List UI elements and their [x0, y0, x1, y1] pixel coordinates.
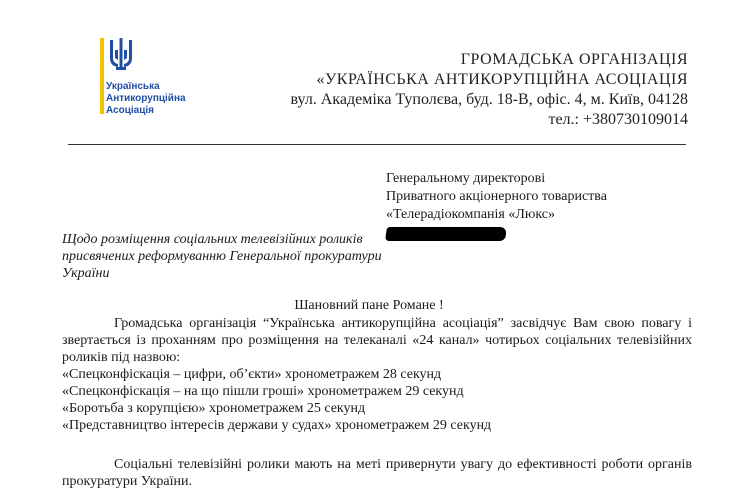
logo-yellow-bar	[100, 38, 104, 114]
body-paragraph-1: Громадська організація “Українська антикорупційна асоціація” засвідчує Вам свою повагу і звертається із проханням про розміщення на телеканалі «24 канал» чотирьох соціальних телевізійних роликів під назвою:	[62, 316, 692, 365]
letterhead-line-2: «УКРАЇНСЬКА АНТИКОРУПЦІЙНА АСОЦІАЦІЯ	[316, 71, 688, 88]
letterhead	[291, 50, 688, 130]
header-divider	[68, 144, 686, 145]
body-paragraph-2: Соціальні телевізійні ролики мають на меті привернути увагу до ефективності роботи органів прокуратури України.	[62, 457, 692, 489]
list-item: «Представництво інтересів держави у судах» хронометражем 29 секунд	[62, 418, 492, 433]
letterhead-phone: тел.: +380730109014	[548, 111, 688, 128]
list-item: «Спецконфіскація – цифри, об’єкти» хронометражем 28 секунд	[62, 367, 442, 382]
logo-name-line-3: Асоціація	[106, 105, 155, 116]
greeting: Шановний пане Романе !	[294, 298, 444, 313]
addressee-line-3: «Телерадіокомпанія «Люкс»	[386, 207, 555, 222]
logo-org-name	[106, 81, 186, 117]
letterhead-line-1: ГРОМАДСЬКА ОРГАНІЗАЦІЯ	[460, 51, 688, 68]
addressee-line-1: Генеральному директорові	[386, 171, 546, 186]
logo-name-line-1: Українська	[106, 81, 160, 92]
redacted-name	[385, 227, 507, 241]
letter-body	[62, 315, 692, 490]
letterhead-address: вул. Академіка Туполєва, буд. 18-В, офіс. 4, м. Київ, 04128	[290, 91, 688, 108]
list-item: «Спецконфіскація – на що пішли гроші» хронометражем 29 секунд	[62, 384, 464, 399]
logo-name-line-2: Антикорупційна	[106, 93, 186, 104]
letter-subject: Щодо розміщення соціальних телевізійних роликів присвячених реформуванню Генеральної прокуратури України	[62, 232, 382, 281]
addressee-block	[386, 170, 607, 241]
trident-icon	[108, 38, 134, 72]
list-item: «Боротьба з корупцією» хронометражем 25 секунд	[62, 401, 366, 416]
video-list	[62, 366, 692, 434]
addressee-line-2: Приватного акціонерного товариства	[386, 189, 607, 204]
